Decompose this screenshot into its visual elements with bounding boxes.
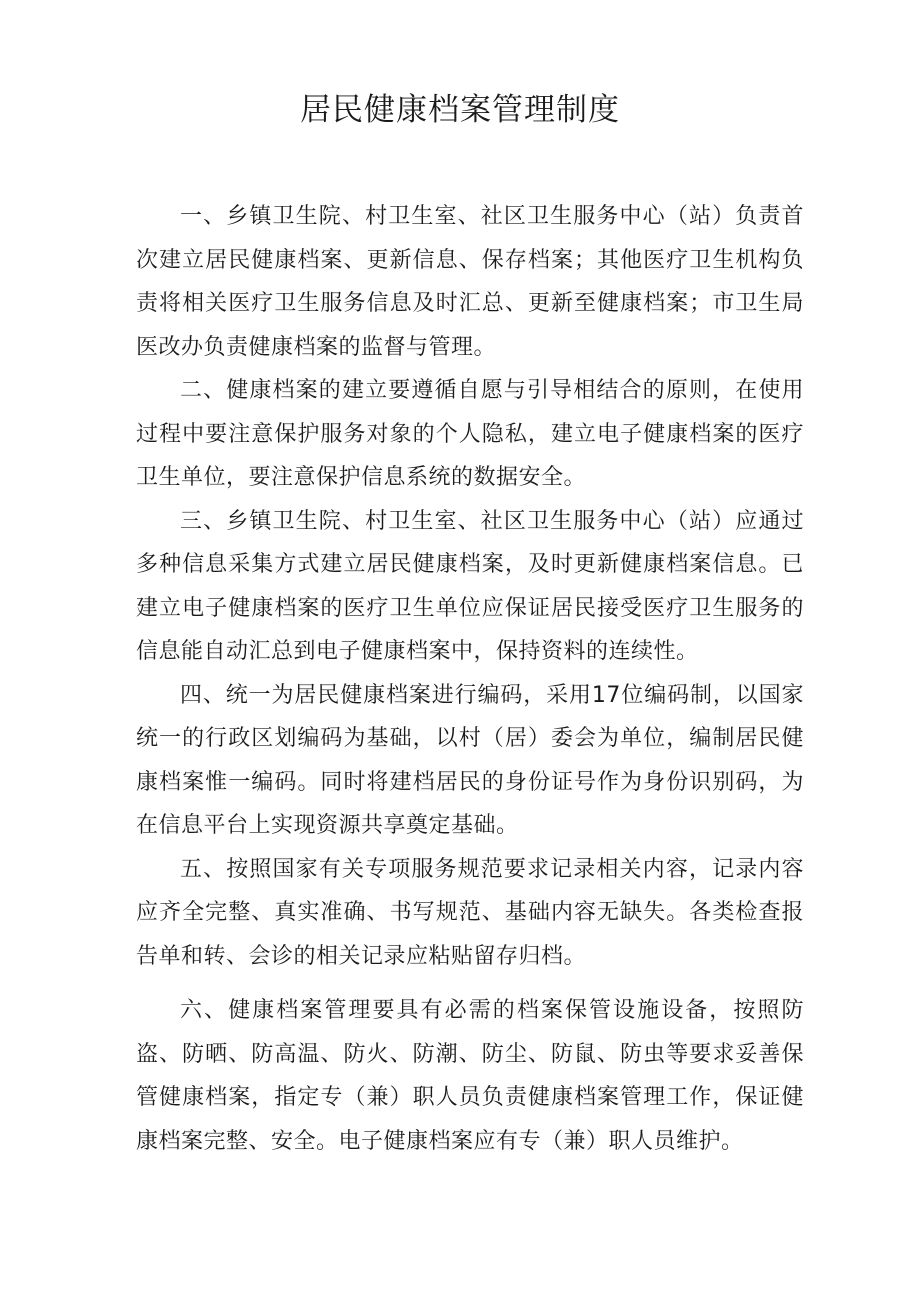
document-body (136, 195, 804, 1163)
document-title: 居民健康档案管理制度 (300, 92, 620, 128)
paragraph-3: 三、乡镇卫生院、村卫生室、社区卫生服务中心（站）应通过多种信息采集方式建立居民健康档案，及时更新健康档案信息。已建立电子健康档案的医疗卫生单位应保证居民接受医疗卫生服务的信息能自动汇总到电子健康档案中，保持资料的连续性。 (136, 508, 804, 664)
paragraph-1: 一、乡镇卫生院、村卫生室、社区卫生服务中心（站）负责首次建立居民健康档案、更新信息、保存档案；其他医疗卫生机构负责将相关医疗卫生服务信息及时汇总、更新至健康档案；市卫生局医改办负责健康档案的监督与管理。 (136, 204, 804, 360)
paragraph-5: 五、按照国家有关专项服务规范要求记录相关内容，记录内容应齐全完整、真实准确、书写规范、基础内容无缺失。各类检查报告单和转、会诊的相关记录应粘贴留存归档。 (136, 856, 804, 969)
paragraph-6: 六、健康档案管理要具有必需的档案保管设施设备，按照防盗、防晒、防高温、防火、防潮、防尘、防鼠、防虫等要求妥善保管健康档案，指定专（兼）职人员负责健康档案管理工作，保证健康档案完整、安全。电子健康档案应有专（兼）职人员维护。 (136, 998, 804, 1154)
paragraph-4: 四、统一为居民健康档案进行编码，采用17位编码制，以国家统一的行政区划编码为基础，以村（居）委会为单位，编制居民健康档案惟一编码。同时将建档居民的身份证号作为身份识别码，为在信息平台上实现资源共享奠定基础。 (136, 682, 804, 838)
paragraph-2: 二、健康档案的建立要遵循自愿与引导相结合的原则，在使用过程中要注意保护服务对象的个人隐私，建立电子健康档案的医疗卫生单位，要注意保护信息系统的数据安全。 (136, 378, 804, 490)
